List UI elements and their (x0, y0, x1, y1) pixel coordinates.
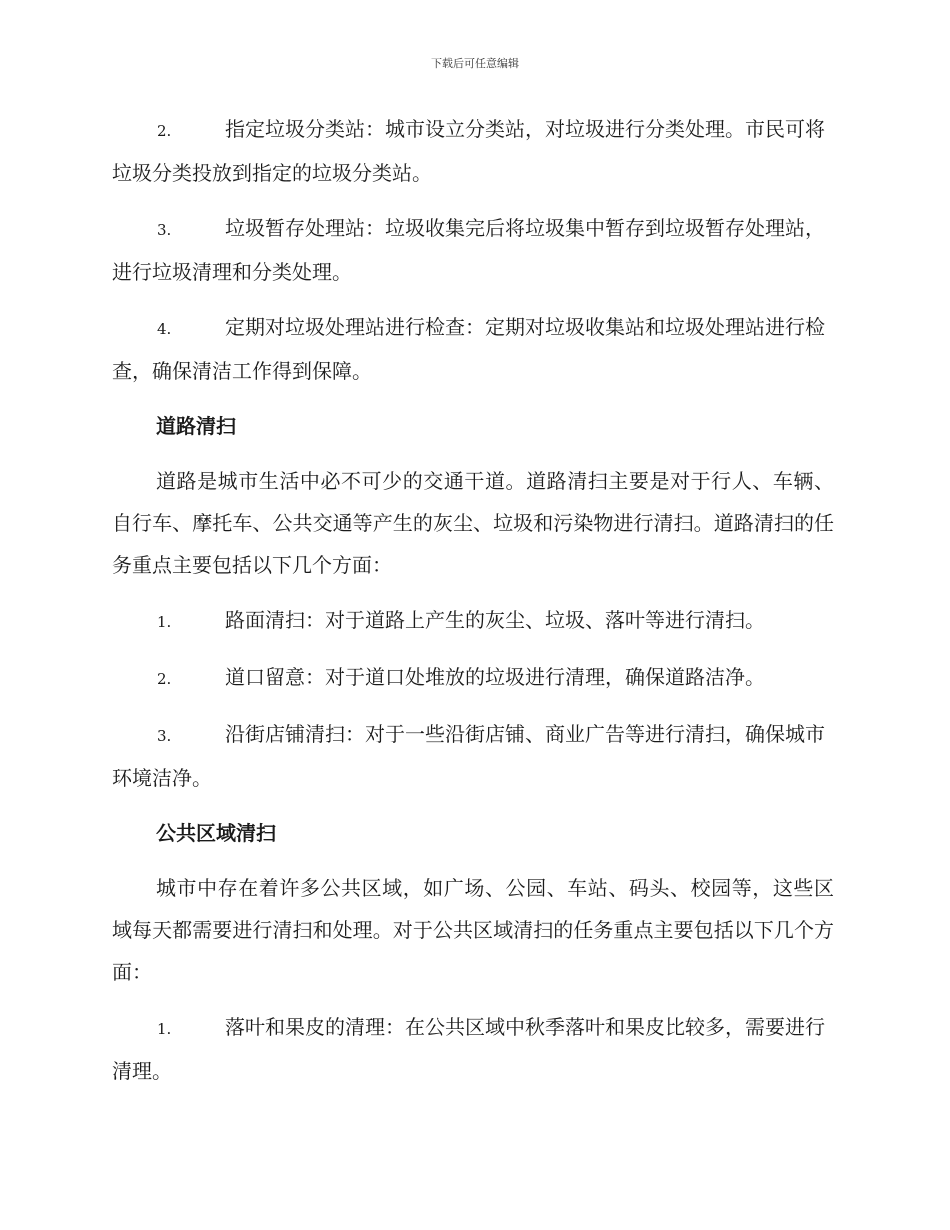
list-item (112, 207, 834, 293)
list-item (112, 1006, 834, 1092)
list-item (112, 108, 834, 194)
list-text: 垃圾暂存处理站：垃圾收集完后将垃圾集中暂存到垃圾暂存处理站，进行垃圾清理和分类处理。 (112, 216, 825, 284)
list-number: 3. (157, 727, 172, 745)
list-item (112, 713, 834, 799)
paragraph: 城市中存在着许多公共区域，如广场、公园、车站、码头、校园等，这些区域每天都需要进行清扫和处理。对于公共区域清扫的任务重点主要包括以下几个方面： (112, 876, 834, 984)
paragraph: 道路是城市生活中必不可少的交通干道。道路清扫主要是对于行人、车辆、自行车、摩托车、公共交通等产生的灰尘、垃圾和污染物进行清扫。道路清扫的任务重点主要包括以下几个方面： (112, 469, 834, 577)
list-text: 路面清扫：对于道路上产生的灰尘、垃圾、落叶等进行清扫。 (225, 608, 765, 632)
list-text: 沿街店铺清扫：对于一些沿街店铺、商业广告等进行清扫，确保城市环境洁净。 (112, 722, 825, 790)
list-number: 1. (157, 1020, 172, 1038)
list-number: 2. (157, 670, 172, 688)
document-body (112, 108, 834, 1105)
list-number: 3. (157, 221, 172, 239)
list-text: 指定垃圾分类站：城市设立分类站，对垃圾进行分类处理。市民可将垃圾分类投放到指定的垃圾分类站。 (112, 117, 825, 185)
list-number: 1. (157, 613, 172, 631)
list-text: 落叶和果皮的清理：在公共区域中秋季落叶和果皮比较多，需要进行清理。 (112, 1015, 825, 1083)
list-item (112, 599, 834, 643)
list-number: 2. (157, 122, 172, 140)
page-header: 下载后可任意编辑 (431, 57, 519, 70)
list-item (112, 306, 834, 392)
list-text: 道口留意：对于道口处堆放的垃圾进行清理，确保道路洁净。 (225, 665, 765, 689)
list-number: 4. (157, 320, 172, 338)
section-heading: 道路清扫 (156, 414, 236, 438)
section-heading: 公共区域清扫 (156, 821, 276, 845)
list-item (112, 656, 834, 700)
list-text: 定期对垃圾处理站进行检查：定期对垃圾收集站和垃圾处理站进行检查，确保清洁工作得到保障。 (112, 315, 825, 383)
